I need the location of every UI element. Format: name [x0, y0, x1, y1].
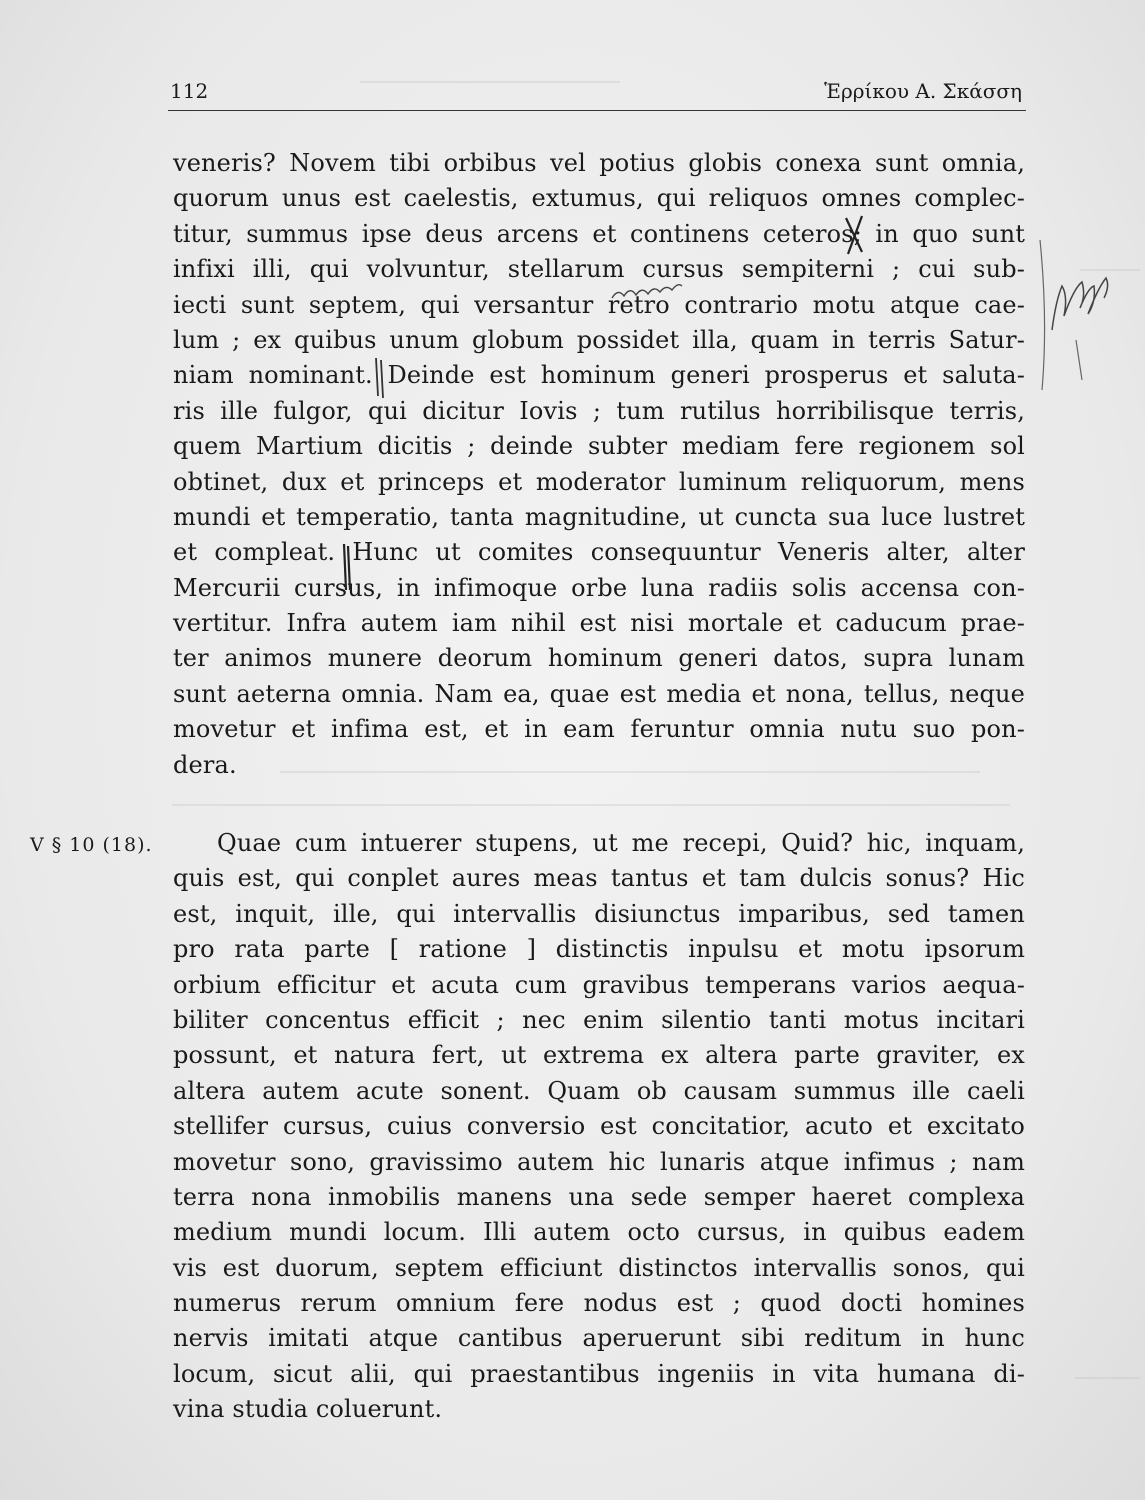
text-line: pro rata parte [ ratione ] distinctis inpulsu et motu ipsorum	[173, 935, 1025, 964]
text-line: obtinet, dux et princeps et moderator luminum reliquorum, mens	[173, 467, 1025, 496]
text-line: nervis imitati atque cantibus aperuerunt sibi reditum in hunc	[173, 1324, 1025, 1353]
text-line: vis est duorum, septem efficiunt distinctos intervallis sonos, qui	[173, 1253, 1025, 1282]
margin-handwriting	[1052, 278, 1108, 330]
text-line: dera.	[173, 750, 237, 779]
text-line: altera autem acute sonent. Quam ob causam summus ille caeli	[173, 1076, 1025, 1105]
text-line: terra nona inmobilis manens una sede semper haeret complexa	[173, 1182, 1025, 1211]
text-line: quis est, qui conplet aures meas tantus et tam dulcis sonus? Hic	[173, 864, 1025, 893]
text-line: biliter concentus efficit ; nec enim silentio tanti motus incitari	[173, 1005, 1025, 1034]
text-line: vina studia coluerunt.	[173, 1395, 443, 1424]
text-line: niam nominant. Deinde est hominum generi prosperus et saluta-	[173, 361, 1025, 390]
text-line: sunt aeterna omnia. Nam ea, quae est media et nona, tellus, neque	[173, 679, 1025, 708]
paragraph-2	[173, 826, 1025, 1428]
text-line: veneris? Novem tibi orbibus vel potius globis conexa sunt omnia,	[173, 149, 1025, 177]
paragraph-1	[173, 146, 1025, 783]
text-line: stellifer cursus, cuius conversio est concitatior, acuto et excitato	[173, 1112, 1025, 1141]
running-header	[168, 78, 1026, 111]
text-line: Quae cum intuerer stupens, ut me recepi, Quid? hic, inquam,	[217, 829, 1025, 857]
text-line: movetur et infima est, et in eam feruntur omnia nutu suo pon-	[173, 715, 1025, 744]
text-line: locum, sicut alii, qui praestantibus ingeniis in vita humana di-	[173, 1359, 1025, 1388]
text-line: numerus rerum omnium fere nodus est ; quod docti homines	[173, 1289, 1025, 1318]
text-line: vertitur. Infra autem iam nihil est nisi mortale et caducum prae-	[173, 609, 1025, 638]
text-line: titur, summus ipse deus arcens et continens ceteros; in quo sunt	[173, 219, 1025, 248]
text-line: ris ille fulgor, qui dicitur Iovis ; tum rutilus horribilisque terris,	[173, 396, 1025, 425]
text-line: possunt, et natura fert, ut extrema ex altera parte graviter, ex	[173, 1041, 1025, 1070]
margin-section-reference: V § 10 (18).	[30, 834, 153, 856]
text-line: medium mundi locum. Illi autem octo cursus, in quibus eadem	[173, 1218, 1025, 1247]
text-line: mundi et temperatio, tanta magnitudine, ut cuncta sua luce lustret	[173, 502, 1025, 531]
running-head-author: Ἑρρίκου Α. Σκάσση	[824, 79, 1022, 103]
page-number: 112	[170, 79, 209, 103]
text-line: orbium efficitur et acuta cum gravibus temperans varios aequa-	[173, 970, 1025, 999]
text-line: quem Martium dicitis ; deinde subter mediam fere regionem sol	[173, 432, 1025, 461]
text-line: iecti sunt septem, qui versantur retro contrario motu atque cae-	[173, 290, 1025, 319]
text-line: movetur sono, gravissimo autem hic lunaris atque infimus ; nam	[173, 1147, 1025, 1176]
text-line: et compleat. Hunc ut comites consequuntur Veneris alter, alter	[173, 538, 1025, 567]
text-line: est, inquit, ille, qui intervallis disiunctus imparibus, sed tamen	[173, 899, 1025, 928]
text-line: infixi illi, qui volvuntur, stellarum cursus sempiterni ; cui sub-	[173, 255, 1025, 284]
text-line: quorum unus est caelestis, extumus, qui reliquos omnes complec-	[173, 184, 1025, 213]
text-line: lum ; ex quibus unum globum possidet illa, quam in terris Satur-	[173, 325, 1025, 354]
margin-bracket	[1040, 240, 1082, 390]
text-line: ter animos munere deorum hominum generi datos, supra lunam	[173, 644, 1025, 673]
text-line: Mercurii cursus, in infimoque orbe luna radiis solis accensa con-	[173, 573, 1025, 602]
